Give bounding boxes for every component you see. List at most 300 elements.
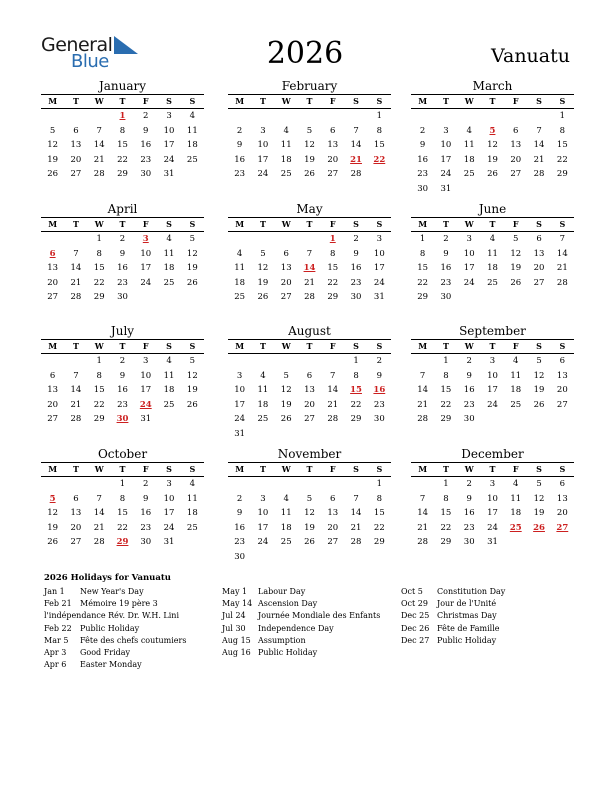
day-cell: 30 [234, 551, 246, 562]
day-cell: 6 [330, 493, 336, 504]
day-cell: 22 [373, 522, 385, 533]
day-cell: 28 [327, 414, 339, 424]
weekday-label: T [119, 96, 126, 106]
day-cell: 19 [510, 263, 522, 273]
day-cell: 27 [304, 414, 315, 424]
day-cell: 16 [417, 154, 429, 165]
day-cell: 24 [373, 277, 385, 288]
day-cell: 18 [487, 263, 498, 273]
weekday-label: F [142, 464, 149, 474]
weekday-label: S [536, 219, 542, 229]
day-cell: 13 [533, 248, 545, 259]
holiday-row [222, 635, 380, 647]
weekday-label: T [306, 341, 313, 351]
day-cell: 27 [280, 292, 292, 302]
day-cell: 27 [327, 537, 339, 547]
day-cell: 28 [533, 169, 545, 179]
day-cell [228, 354, 251, 369]
holiday-day: 26 [533, 522, 545, 533]
holiday-row [44, 659, 186, 671]
day-cell: 7 [419, 370, 426, 381]
day-cell: 5 [306, 493, 313, 504]
day-cell: 22 [417, 277, 429, 288]
holiday-row [222, 623, 380, 635]
country-name: Vanuatu [491, 45, 570, 67]
month-november [228, 446, 391, 564]
weekday-label: T [72, 341, 79, 351]
holiday-row [44, 598, 186, 610]
day-cell: 12 [257, 263, 269, 273]
day-cell [321, 354, 344, 369]
day-cell: 14 [93, 508, 105, 518]
day-cell [458, 109, 481, 124]
day-cell: 19 [304, 154, 315, 165]
day-cell: 9 [376, 370, 383, 381]
day-cell [298, 232, 321, 247]
day-cell: 27 [70, 537, 82, 547]
day-cell [275, 109, 298, 124]
day-cell: 16 [463, 508, 475, 518]
weekday-label: M [418, 464, 428, 474]
weekday-label: S [376, 96, 383, 106]
day-cell: 14 [327, 385, 339, 395]
weekday-label: T [119, 464, 126, 474]
weekday-label: S [166, 96, 172, 106]
day-cell: 4 [513, 479, 519, 489]
holiday-name: Fête de Famille [437, 623, 500, 633]
day-cell: 24 [163, 522, 175, 533]
day-cell: 30 [373, 414, 385, 424]
day-cell: 27 [510, 169, 522, 179]
day-cell [298, 354, 321, 369]
day-cell: 15 [417, 263, 429, 273]
month-december [411, 446, 574, 550]
day-cell: 24 [234, 414, 246, 424]
holiday-name: Jour de l'Unité [437, 599, 497, 609]
day-cell: 5 [536, 479, 542, 489]
holiday-name: Assumption [258, 635, 306, 645]
day-cell: 24 [257, 169, 269, 179]
week-row [228, 138, 391, 153]
week-row [41, 521, 204, 536]
day-cell: 31 [163, 169, 175, 179]
weekday-header [411, 94, 574, 109]
day-cell: 23 [463, 399, 475, 410]
week-row [228, 167, 391, 182]
week-row [41, 412, 204, 427]
weekday-label: S [559, 341, 566, 351]
day-cell: 5 [513, 234, 519, 244]
day-cell: 7 [536, 125, 542, 136]
day-cell: 15 [373, 140, 385, 150]
week-row [411, 247, 574, 262]
holiday-column [44, 586, 186, 671]
day-cell: 23 [234, 169, 246, 179]
week-row [228, 261, 391, 276]
weekday-label: M [48, 96, 58, 106]
day-cell: 17 [373, 263, 385, 273]
weekday-label: F [142, 341, 149, 351]
day-cell: 17 [140, 263, 152, 273]
day-cell: 16 [350, 263, 362, 273]
weekday-label: S [376, 219, 383, 229]
day-cell: 28 [556, 277, 568, 288]
day-cell [411, 477, 434, 492]
weekday-label: W [94, 341, 104, 351]
weekday-label: T [72, 464, 79, 474]
holiday-day: 21 [350, 154, 362, 165]
month-name: August [288, 324, 331, 338]
holiday-date: Oct 29 [401, 599, 428, 609]
day-cell: 17 [257, 522, 269, 533]
day-cell: 7 [73, 248, 79, 259]
weekday-label: T [72, 96, 79, 106]
day-cell: 10 [257, 140, 269, 150]
day-cell: 5 [283, 370, 289, 381]
day-cell: 10 [234, 385, 246, 395]
day-cell: 26 [257, 292, 269, 302]
weekday-label: T [442, 464, 449, 474]
day-cell: 5 [49, 125, 56, 136]
month-january [41, 78, 204, 182]
day-cell: 10 [163, 493, 175, 504]
day-cell: 28 [93, 169, 105, 179]
day-cell: 12 [186, 248, 198, 259]
day-cell: 9 [353, 248, 359, 259]
day-cell [344, 427, 367, 442]
day-cell: 31 [234, 428, 246, 439]
week-row [228, 506, 391, 521]
holiday-date: Aug 15 [222, 635, 251, 645]
holiday-date: Mar 5 [44, 635, 69, 645]
week-row [41, 535, 204, 550]
day-cell: 31 [140, 414, 152, 424]
day-cell: 11 [257, 385, 269, 395]
day-cell: 13 [556, 493, 568, 504]
day-cell: 15 [117, 508, 128, 518]
holiday-name: Christmas Day [437, 611, 497, 621]
day-cell: 19 [533, 508, 545, 518]
day-cell: 24 [463, 277, 475, 288]
generalblue-logo [41, 34, 141, 72]
holiday-date: May 1 [222, 587, 248, 596]
day-cell: 20 [280, 277, 292, 288]
holiday-row [401, 610, 505, 622]
day-cell: 10 [163, 125, 175, 136]
weekday-label: W [281, 341, 291, 351]
day-cell: 21 [304, 277, 315, 288]
weekday-header [228, 462, 391, 477]
day-cell: 3 [376, 234, 383, 244]
month-april [41, 201, 204, 305]
day-cell [181, 412, 204, 427]
day-cell: 17 [163, 508, 175, 518]
day-cell: 17 [463, 263, 475, 273]
day-cell: 23 [140, 522, 152, 533]
weekday-label: F [512, 341, 519, 351]
week-row [411, 369, 574, 384]
day-cell: 29 [117, 169, 128, 179]
day-cell: 26 [186, 277, 198, 288]
day-cell: 8 [119, 493, 126, 504]
day-cell [251, 109, 274, 124]
day-cell: 19 [186, 385, 198, 395]
day-cell [321, 477, 344, 492]
day-cell: 14 [70, 263, 82, 273]
weekday-label: F [329, 341, 336, 351]
weekday-label: W [281, 96, 291, 106]
week-row [411, 398, 574, 413]
day-cell: 7 [306, 248, 313, 259]
weekday-label: T [489, 219, 496, 229]
day-cell: 6 [49, 370, 56, 381]
month-may [228, 201, 391, 305]
day-cell: 4 [283, 493, 289, 504]
day-cell: 6 [559, 356, 566, 366]
day-cell: 21 [417, 522, 429, 533]
day-cell: 11 [234, 263, 246, 273]
day-cell: 26 [304, 169, 315, 179]
holiday-date: Dec 26 [401, 623, 430, 633]
day-cell [527, 182, 550, 197]
weekday-header [411, 339, 574, 354]
day-cell: 18 [257, 399, 269, 410]
day-cell [481, 412, 504, 427]
day-cell: 26 [280, 414, 292, 424]
holiday-date: Feb 21 [44, 599, 72, 609]
day-cell [527, 290, 550, 305]
month-february [228, 78, 391, 182]
day-cell: 16 [234, 154, 246, 165]
day-cell: 29 [373, 537, 385, 547]
week-row [41, 232, 204, 247]
day-cell: 19 [280, 399, 292, 410]
day-cell: 6 [283, 248, 289, 259]
day-cell: 16 [140, 140, 152, 150]
day-cell: 18 [186, 508, 198, 518]
holiday-name: Public Holiday [437, 635, 497, 645]
week-row [228, 477, 391, 492]
day-cell: 12 [533, 493, 545, 504]
weekday-label: T [442, 341, 449, 351]
week-row [228, 290, 391, 305]
holiday-name: Ascension Day [258, 599, 318, 609]
day-cell [228, 232, 251, 247]
day-cell: 20 [47, 277, 59, 288]
weekday-label: S [166, 464, 172, 474]
day-cell: 22 [350, 399, 362, 410]
day-cell: 10 [463, 248, 475, 259]
logo-blue-text: Blue [71, 51, 109, 72]
weekday-label: T [306, 219, 313, 229]
day-cell: 13 [70, 140, 82, 150]
day-cell: 9 [143, 125, 149, 136]
day-cell: 6 [513, 125, 519, 136]
day-cell: 19 [533, 385, 545, 395]
month-september [411, 323, 574, 427]
day-cell: 25 [163, 277, 175, 288]
day-cell: 1 [559, 111, 566, 121]
holiday-date: Jan 1 [44, 587, 65, 596]
weekday-label: S [536, 341, 542, 351]
day-cell: 8 [376, 125, 383, 136]
day-cell: 22 [327, 277, 339, 288]
day-cell: 3 [236, 370, 243, 381]
day-cell: 18 [186, 140, 198, 150]
day-cell: 28 [70, 414, 82, 424]
weekday-header [411, 462, 574, 477]
day-cell: 24 [487, 399, 498, 410]
day-cell: 16 [117, 385, 128, 395]
day-cell: 18 [510, 385, 522, 395]
day-cell: 8 [559, 125, 566, 136]
day-cell: 6 [73, 493, 79, 504]
holiday-day: 27 [556, 522, 569, 533]
week-row [228, 153, 391, 168]
week-row [411, 383, 574, 398]
day-cell: 22 [117, 522, 128, 533]
day-cell: 20 [556, 385, 568, 395]
holiday-date: Dec 27 [401, 635, 430, 645]
weekday-label: S [559, 96, 566, 106]
week-row [41, 124, 204, 139]
day-cell: 19 [47, 522, 59, 533]
day-cell: 30 [350, 292, 362, 302]
day-cell: 23 [417, 169, 429, 179]
day-cell [251, 232, 274, 247]
holiday-date: Apr 3 [44, 647, 67, 657]
day-cell: 1 [119, 479, 126, 489]
day-cell: 5 [260, 248, 266, 259]
month-march [411, 78, 574, 196]
holiday-name: Public Holiday [258, 647, 318, 657]
day-cell: 14 [350, 140, 362, 150]
day-cell: 11 [186, 125, 198, 136]
day-cell [368, 550, 391, 565]
day-cell: 15 [117, 140, 128, 150]
day-cell: 29 [556, 169, 568, 179]
day-cell: 9 [419, 140, 426, 150]
day-cell: 10 [140, 248, 152, 259]
holiday-name: Labour Day [258, 587, 306, 596]
day-cell: 12 [304, 140, 315, 150]
day-cell: 12 [510, 248, 522, 259]
day-cell: 2 [376, 356, 383, 366]
day-cell: 8 [96, 248, 102, 259]
weekday-label: T [119, 341, 126, 351]
day-cell [275, 550, 298, 565]
day-cell: 12 [280, 385, 292, 395]
week-row [228, 398, 391, 413]
day-cell: 15 [440, 385, 452, 395]
holiday-name: Public Holiday [80, 623, 140, 633]
week-row [41, 153, 204, 168]
holiday-row [401, 635, 505, 647]
day-cell: 15 [373, 508, 385, 518]
week-row [41, 261, 204, 276]
day-cell: 2 [236, 493, 243, 504]
day-cell: 2 [443, 234, 449, 244]
weekday-header [228, 217, 391, 232]
day-cell [251, 477, 274, 492]
day-cell [458, 290, 481, 305]
day-cell [298, 477, 321, 492]
week-row [228, 427, 391, 442]
day-cell [321, 109, 344, 124]
day-cell: 13 [47, 385, 59, 395]
month-name: November [277, 447, 342, 461]
weekday-label: S [189, 219, 196, 229]
holiday-day: 25 [509, 522, 522, 533]
week-row [411, 153, 574, 168]
day-cell: 21 [70, 277, 82, 288]
day-cell: 13 [70, 508, 82, 518]
day-cell: 23 [440, 277, 452, 288]
day-cell [275, 427, 298, 442]
weekday-label: S [353, 219, 359, 229]
day-cell: 22 [556, 154, 568, 165]
day-cell [251, 354, 274, 369]
holiday-name: Mémoire 19 père 3 [80, 599, 158, 609]
day-cell: 11 [510, 370, 522, 381]
day-cell: 1 [443, 356, 449, 366]
weekday-header [411, 217, 574, 232]
day-cell: 24 [487, 522, 498, 533]
weekday-label: S [166, 219, 172, 229]
day-cell: 9 [143, 493, 149, 504]
month-name: June [478, 202, 507, 216]
holiday-day: 14 [303, 263, 316, 273]
holiday-row [401, 586, 505, 598]
day-cell: 25 [257, 414, 269, 424]
day-cell: 2 [236, 125, 243, 136]
day-cell: 5 [189, 234, 196, 244]
day-cell: 28 [350, 169, 362, 179]
day-cell: 5 [536, 356, 542, 366]
day-cell: 20 [327, 522, 339, 533]
day-cell: 10 [373, 248, 385, 259]
day-cell: 11 [280, 140, 292, 150]
holiday-day: 1 [329, 234, 336, 244]
weekday-label: W [281, 464, 291, 474]
day-cell: 26 [47, 169, 59, 179]
month-name: October [97, 447, 148, 461]
day-cell: 2 [353, 234, 359, 244]
day-cell: 7 [353, 493, 359, 504]
day-cell: 18 [234, 277, 246, 288]
day-cell: 31 [487, 537, 498, 547]
weekday-header [41, 94, 204, 109]
week-row [228, 521, 391, 536]
day-cell: 30 [117, 292, 128, 302]
holiday-day: 3 [142, 234, 149, 244]
day-cell [157, 412, 180, 427]
holiday-day: 1 [119, 111, 126, 121]
weekday-label: S [189, 341, 196, 351]
day-cell: 16 [117, 263, 128, 273]
day-cell: 27 [556, 399, 568, 410]
day-cell [434, 109, 457, 124]
day-cell: 19 [257, 277, 269, 288]
holiday-day: 6 [49, 248, 56, 259]
day-cell: 24 [257, 537, 269, 547]
holiday-row [401, 598, 505, 610]
day-cell: 26 [47, 537, 59, 547]
weekday-label: W [464, 341, 474, 351]
day-cell: 14 [533, 140, 545, 150]
day-cell: 1 [376, 111, 383, 121]
day-cell: 12 [533, 370, 545, 381]
